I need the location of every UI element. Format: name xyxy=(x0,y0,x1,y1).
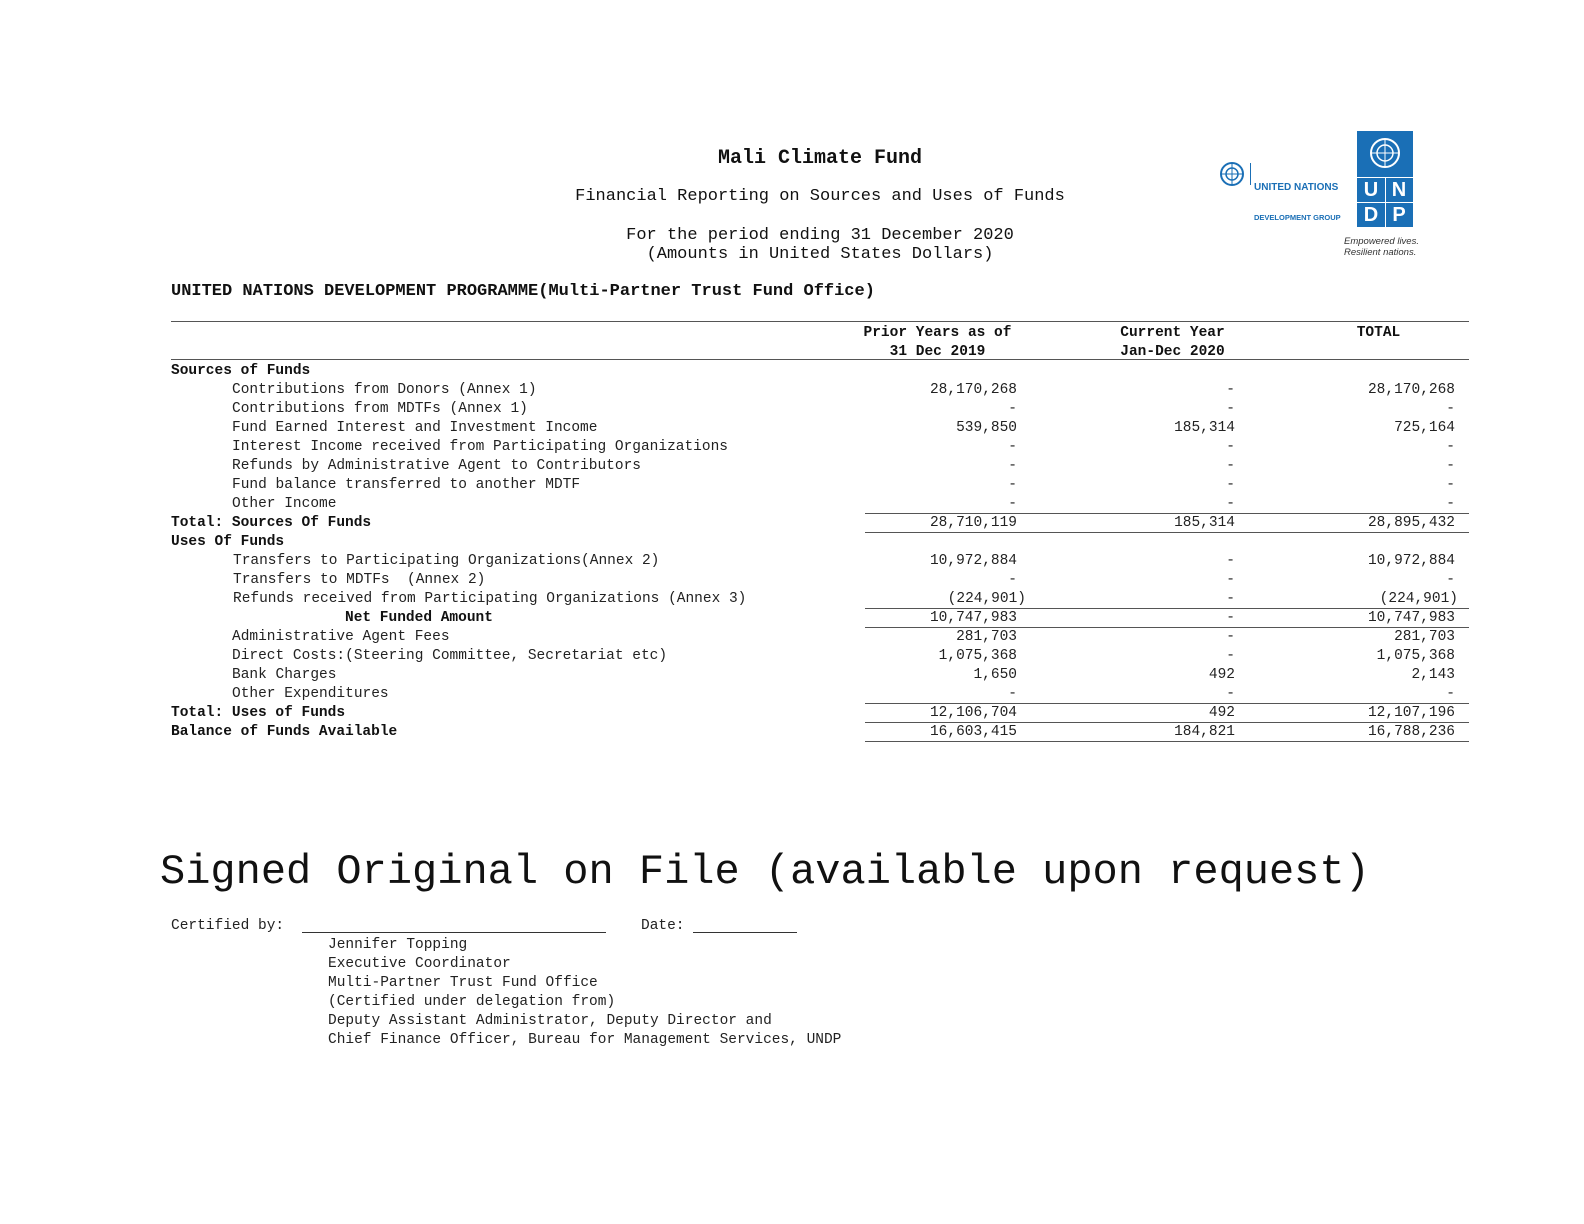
cell-prior: - xyxy=(1008,572,1017,588)
row-label: Other Expenditures xyxy=(232,686,389,702)
cell-total: - xyxy=(1446,496,1455,512)
report-period: For the period ending 31 December 2020 xyxy=(626,226,1014,245)
report-title: Mali Climate Fund xyxy=(717,147,923,170)
cell-total: - xyxy=(1446,439,1455,455)
row-label: Refunds by Administrative Agent to Contributors xyxy=(232,458,641,474)
cell-prior: - xyxy=(1008,401,1017,417)
un-emblem-icon xyxy=(1218,161,1246,187)
undp-letter-p: P xyxy=(1392,204,1406,226)
date-label: Date: xyxy=(641,918,685,934)
column-header-line: Jan-Dec 2020 xyxy=(1120,344,1225,360)
cell-prior: 10,972,884 xyxy=(929,553,1017,569)
row-label: Transfers to MDTFs (Annex 2) xyxy=(233,572,486,588)
cell-prior: (224,901) xyxy=(947,591,1026,607)
signed-original-note: Signed Original on File (available upon request) xyxy=(160,848,1370,896)
undp-tagline xyxy=(1344,236,1419,258)
cell-current: - xyxy=(1226,382,1235,398)
balance-label: Balance of Funds Available xyxy=(171,724,398,740)
table-top-rule xyxy=(171,321,1469,322)
column-header-current-year xyxy=(1055,324,1290,362)
cell-current: - xyxy=(1226,439,1235,455)
cell-current: 184,821 xyxy=(1174,724,1235,740)
table-row xyxy=(0,381,1584,400)
delegator-line-1: Deputy Assistant Administrator, Deputy Director and xyxy=(328,1013,772,1029)
row-label: Other Income xyxy=(232,496,337,512)
row-label: Interest Income received from Participating Organizations xyxy=(232,439,728,455)
row-label: Bank Charges xyxy=(232,667,337,683)
cell-current: - xyxy=(1226,458,1235,474)
table-row xyxy=(0,419,1584,438)
row-label: Fund balance transferred to another MDTF xyxy=(232,477,581,493)
cell-prior: - xyxy=(1008,496,1017,512)
table-row xyxy=(0,457,1584,476)
row-label: Refunds received from Participating Organizations (Annex 3) xyxy=(233,591,747,607)
table-row xyxy=(0,685,1584,704)
signatory-name: Jennifer Topping xyxy=(328,937,468,953)
delegation-note: (Certified under delegation from) xyxy=(328,994,616,1010)
table-row xyxy=(0,400,1584,419)
cell-total: - xyxy=(1446,458,1455,474)
balance-rule xyxy=(865,741,1469,742)
table-row xyxy=(0,590,1584,609)
signature-line xyxy=(302,932,606,933)
cell-current: 185,314 xyxy=(1174,420,1235,436)
table-row xyxy=(0,666,1584,685)
cell-prior: 1,075,368 xyxy=(938,648,1017,664)
row-label: Transfers to Participating Organizations(Annex 2) xyxy=(233,553,660,569)
table-row xyxy=(0,495,1584,514)
column-header-prior-years xyxy=(820,324,1055,362)
column-header-line: TOTAL xyxy=(1356,325,1401,341)
undp-letter-d: D xyxy=(1363,204,1379,226)
report-currency: (Amounts in United States Dollars) xyxy=(646,245,994,264)
cell-total: - xyxy=(1446,572,1455,588)
cell-current: - xyxy=(1226,686,1235,702)
cell-prior: - xyxy=(1008,477,1017,493)
cell-total: 1,075,368 xyxy=(1376,648,1455,664)
cell-current: 185,314 xyxy=(1174,515,1235,531)
section-heading-uses: Uses Of Funds xyxy=(171,534,285,550)
cell-current: 492 xyxy=(1208,705,1235,721)
cell-prior: 1,650 xyxy=(973,667,1017,683)
cell-total: - xyxy=(1446,401,1455,417)
cell-total: 10,747,983 xyxy=(1367,610,1455,626)
row-label: Contributions from Donors (Annex 1) xyxy=(232,382,537,398)
undg-name-line1: UNITED NATIONS xyxy=(1254,182,1339,193)
undp-tagline-line2: Resilient nations. xyxy=(1344,247,1417,258)
undp-tagline-line1: Empowered lives. xyxy=(1344,236,1419,247)
cell-current: 492 xyxy=(1208,667,1235,683)
undp-letter-n: N xyxy=(1391,179,1407,201)
section-heading-sources: Sources of Funds xyxy=(171,363,311,379)
cell-prior: 12,106,704 xyxy=(929,705,1017,721)
cell-total: 281,703 xyxy=(1394,629,1455,645)
table-row xyxy=(0,723,1584,742)
cell-prior: - xyxy=(1008,458,1017,474)
table-row xyxy=(0,476,1584,495)
row-label: Administrative Agent Fees xyxy=(232,629,450,645)
cell-prior: - xyxy=(1008,686,1017,702)
table-row xyxy=(0,552,1584,571)
table-row xyxy=(0,362,1584,381)
signatory-office: Multi-Partner Trust Fund Office xyxy=(328,975,598,991)
cell-total: - xyxy=(1446,477,1455,493)
cell-current: - xyxy=(1226,610,1235,626)
cell-total: - xyxy=(1446,686,1455,702)
total-sources-label: Total: Sources Of Funds xyxy=(171,515,372,531)
cell-current: - xyxy=(1226,477,1235,493)
signatory-position: Executive Coordinator xyxy=(328,956,511,972)
cell-total: (224,901) xyxy=(1379,591,1458,607)
cell-prior: 16,603,415 xyxy=(929,724,1017,740)
total-uses-label: Total: Uses of Funds xyxy=(171,705,346,721)
cell-total: 725,164 xyxy=(1394,420,1455,436)
table-row xyxy=(0,647,1584,666)
cell-current: - xyxy=(1226,572,1235,588)
row-label: Fund Earned Interest and Investment Income xyxy=(232,420,598,436)
cell-current: - xyxy=(1226,496,1235,512)
column-header-line: Current Year xyxy=(1120,325,1225,341)
cell-current: - xyxy=(1226,648,1235,664)
cell-prior: 539,850 xyxy=(956,420,1017,436)
table-header-rule xyxy=(171,359,1469,360)
certified-by-label: Certified by: xyxy=(171,918,285,934)
cell-current: - xyxy=(1226,401,1235,417)
cell-prior: 28,710,119 xyxy=(929,515,1017,531)
cell-total: 12,107,196 xyxy=(1367,705,1455,721)
undg-name-line2: DEVELOPMENT GROUP xyxy=(1254,213,1341,222)
undp-letter-u: U xyxy=(1363,179,1379,201)
table-row xyxy=(0,571,1584,590)
net-funded-label: Net Funded Amount xyxy=(345,610,493,626)
cell-total: 2,143 xyxy=(1411,667,1455,683)
column-header-total xyxy=(1261,324,1496,343)
cell-total: 10,972,884 xyxy=(1367,553,1455,569)
cell-total: 28,895,432 xyxy=(1367,515,1455,531)
cell-prior: 28,170,268 xyxy=(929,382,1017,398)
cell-current: - xyxy=(1226,591,1235,607)
cell-prior: 10,747,983 xyxy=(929,610,1017,626)
cell-current: - xyxy=(1226,553,1235,569)
cell-total: 28,170,268 xyxy=(1367,382,1455,398)
delegator-line-2: Chief Finance Officer, Bureau for Management Services, UNDP xyxy=(328,1032,842,1048)
cell-prior: 281,703 xyxy=(956,629,1017,645)
table-row xyxy=(0,628,1584,647)
row-label: Contributions from MDTFs (Annex 1) xyxy=(232,401,528,417)
table-row xyxy=(0,438,1584,457)
table-row xyxy=(0,704,1584,723)
row-label: Direct Costs:(Steering Committee, Secretariat etc) xyxy=(232,648,668,664)
cell-current: - xyxy=(1226,629,1235,645)
table-row xyxy=(0,609,1584,628)
report-subtitle: Financial Reporting on Sources and Uses of Funds xyxy=(575,187,1065,206)
cell-total: 16,788,236 xyxy=(1367,724,1455,740)
date-line xyxy=(693,932,797,933)
column-header-line: Prior Years as of xyxy=(863,325,1012,341)
column-header-line: 31 Dec 2019 xyxy=(889,344,986,360)
undp-logo xyxy=(1357,131,1413,227)
cell-prior: - xyxy=(1008,439,1017,455)
organization-name: UNITED NATIONS DEVELOPMENT PROGRAMME(Multi-Partner Trust Fund Office) xyxy=(171,282,875,301)
table-row xyxy=(0,533,1584,552)
table-row xyxy=(0,514,1584,533)
un-emblem-icon xyxy=(1367,135,1403,171)
